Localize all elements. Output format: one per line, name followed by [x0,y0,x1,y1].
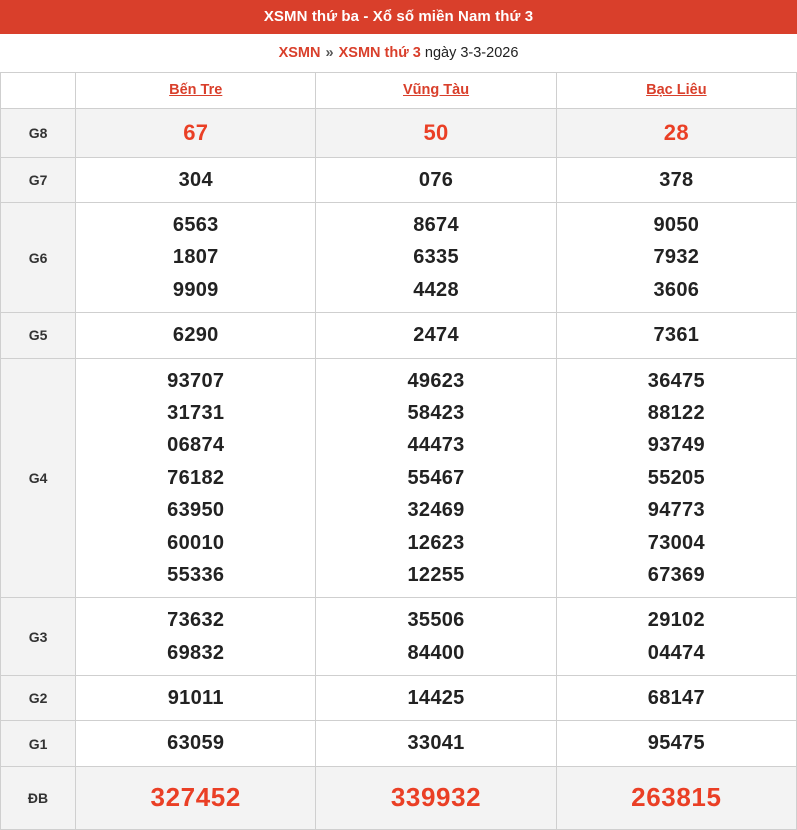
result-number: 91011 [167,687,224,710]
result-number: 9909 [172,278,219,301]
table-row [1,157,797,202]
result-cell [316,766,556,829]
breadcrumb-date: ngày 3-3-2026 [424,45,519,61]
result-cell [76,598,316,676]
result-number: 55467 [407,466,465,489]
result-cell [556,676,796,721]
province-header-ben-tre [76,73,316,109]
result-number: 8674 [413,214,459,237]
result-cell [556,109,796,158]
result-cell [316,676,556,721]
result-number: 9050 [653,214,700,237]
result-number: 68147 [647,687,705,710]
table-row [1,721,797,766]
prize-label-cell: G6 [1,203,76,313]
result-number: 55205 [647,466,705,489]
result-cell [316,157,556,202]
result-number: 63059 [167,732,225,755]
table-row [1,676,797,721]
table-row [1,766,797,829]
result-number: 32469 [407,499,465,522]
table-header-row [1,73,797,109]
result-cell [556,598,796,676]
table-row [1,109,797,158]
result-number: 58423 [407,401,465,424]
prize-label-cell: G1 [1,721,76,766]
breadcrumb [0,34,797,72]
result-number: 35506 [407,609,465,632]
result-number: 67369 [647,563,705,586]
result-cell [316,598,556,676]
prize-label-cell: G3 [1,598,76,676]
result-cell [76,203,316,313]
breadcrumb-link-current[interactable]: XSMN thứ 3 [338,45,421,61]
result-number: 36475 [647,369,705,392]
result-number: 55336 [167,563,225,586]
result-number: 2474 [413,324,459,347]
table-row [1,313,797,358]
result-cell [556,313,796,358]
prize-label-cell: G8 [1,109,76,158]
result-number: 95475 [647,732,705,755]
result-number: 73004 [647,531,705,554]
table-header [1,73,797,109]
result-number: 73632 [167,609,225,632]
result-cell [76,109,316,158]
table-row [1,598,797,676]
result-number: 93749 [647,434,705,457]
result-number: 304 [178,168,213,191]
result-number: 33041 [407,732,465,755]
result-cell [556,203,796,313]
result-cell [76,358,316,598]
result-number: 7361 [653,324,700,347]
result-number: 31731 [167,401,225,424]
result-number: 12255 [407,563,465,586]
result-cell [316,358,556,598]
result-cell [76,313,316,358]
result-number: 29102 [647,609,705,632]
province-link-ben-tre[interactable]: Bến Tre [169,82,223,98]
result-number: 339932 [390,781,482,812]
result-number: 49623 [407,369,465,392]
result-number: 28 [663,120,689,145]
prize-label-cell: G4 [1,358,76,598]
result-number: 4428 [413,278,459,301]
result-cell [316,203,556,313]
result-number: 378 [659,168,694,191]
result-number: 076 [418,168,454,191]
result-number: 67 [183,120,209,145]
page-header-title: XSMN thứ ba - Xổ số miền Nam thứ 3 [0,0,797,34]
result-number: 04474 [647,641,705,664]
result-number: 1807 [172,246,219,269]
result-number: 7932 [653,246,700,269]
prize-column-header [1,73,76,109]
result-number: 50 [423,120,449,145]
table-row [1,203,797,313]
prize-label-cell: ĐB [1,766,76,829]
result-cell [556,157,796,202]
result-number: 63950 [167,499,225,522]
province-link-bac-lieu[interactable]: Bạc Liêu [646,82,707,98]
result-number: 60010 [167,531,225,554]
result-number: 6563 [172,214,219,237]
breadcrumb-link-root[interactable]: XSMN [278,45,321,61]
result-cell [556,358,796,598]
result-number: 263815 [631,781,722,812]
prize-label-cell: G5 [1,313,76,358]
province-link-vung-tau[interactable]: Vũng Tàu [403,82,470,98]
province-header-vung-tau [316,73,556,109]
lottery-result-table [0,72,797,830]
result-cell [316,313,556,358]
result-number: 88122 [647,401,705,424]
table-row [1,358,797,598]
result-cell [556,766,796,829]
result-number: 44473 [407,434,465,457]
result-number: 3606 [653,278,700,301]
result-cell [76,676,316,721]
prize-label-cell: G7 [1,157,76,202]
result-number: 69832 [167,641,225,664]
result-number: 93707 [167,369,225,392]
table-body [1,109,797,830]
province-header-bac-lieu [556,73,796,109]
result-cell [76,766,316,829]
result-number: 06874 [167,434,225,457]
result-number: 12623 [407,531,465,554]
result-number: 84400 [407,641,465,664]
result-cell [316,109,556,158]
result-number: 76182 [167,466,225,489]
result-number: 6335 [413,246,459,269]
prize-label-cell: G2 [1,676,76,721]
result-number: 14425 [407,687,465,710]
result-number: 94773 [647,499,705,522]
breadcrumb-separator: » [325,45,334,61]
result-number: 6290 [172,324,219,347]
result-cell [76,157,316,202]
result-cell [556,721,796,766]
result-cell [76,721,316,766]
result-cell [316,721,556,766]
result-number: 327452 [150,781,241,812]
